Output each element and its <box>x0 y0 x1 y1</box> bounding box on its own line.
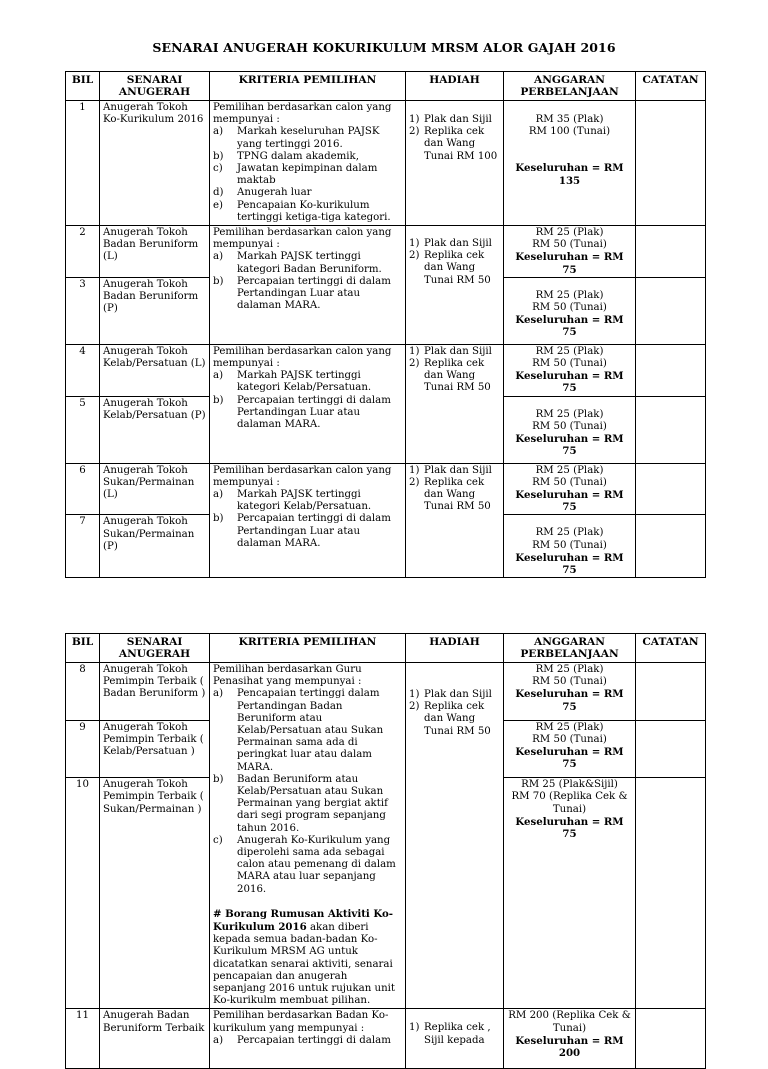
criteria-text: Anugerah luar <box>237 187 312 199</box>
notes-cell <box>636 344 706 396</box>
budget-cell <box>504 396 636 463</box>
budget-tunai: RM 50 (Tunai) <box>532 476 607 488</box>
notes-cell <box>636 663 706 721</box>
notes-cell <box>636 720 706 778</box>
budget-tunai: RM 50 (Tunai) <box>532 733 607 745</box>
prize-cell <box>406 101 504 226</box>
criteria-list <box>213 370 402 431</box>
criteria-intro: Pemilihan berdasarkan calon yang mempunyai : <box>213 102 392 126</box>
criteria-text: Markah PAJSK tertinggi kategori Badan Beruniform. <box>237 251 382 275</box>
criteria-item <box>213 276 402 313</box>
award-name: Anugerah Tokoh Pemimpin Terbaik ( Sukan/Permainan ) <box>100 778 210 1009</box>
header-senarai-anugerah: SENARAI ANUGERAH <box>100 634 210 663</box>
prize-text: Plak dan Sijil <box>424 238 492 250</box>
row-number: 7 <box>66 515 100 578</box>
criteria-marker: c) <box>213 163 223 175</box>
prize-item <box>409 1022 500 1046</box>
criteria-item <box>213 774 402 835</box>
prize-list <box>409 238 500 287</box>
table-row <box>66 463 706 515</box>
prize-cell <box>406 663 504 1009</box>
budget-cell <box>504 778 636 1009</box>
prize-marker: 2) <box>409 250 420 262</box>
budget-total: Keseluruhan = RM 135 <box>515 162 624 187</box>
prize-list <box>409 346 500 395</box>
prize-marker: 2) <box>409 126 420 138</box>
criteria-intro: Pemilihan berdasarkan Guru Penasihat yang mempunyai : <box>213 664 362 688</box>
row-number: 8 <box>66 663 100 721</box>
prize-text: Plak dan Sijil <box>424 114 492 125</box>
notes-cell <box>636 226 706 278</box>
prize-marker: 1) <box>409 238 420 250</box>
header-anggaran-perbelanjaan: ANGGARAN PERBELANJAAN <box>504 72 636 101</box>
criteria-text: Jawatan kepimpinan dalam maktab <box>237 163 378 187</box>
criteria-cell <box>210 344 406 463</box>
criteria-text: Percapaian tertinggi di dalam Pertandingan Luar atau dalaman MARA. <box>237 394 391 431</box>
criteria-cell <box>210 1009 406 1069</box>
prize-marker: 2) <box>409 476 420 488</box>
notes-cell <box>636 1009 706 1069</box>
criteria-text: Pencapaian tertinggi dalam Pertandingan Badan Beruniform atau Kelab/Persatuan atau Sukan Permainan sama ada di peringkat luar atau dalam MARA. <box>237 688 384 773</box>
criteria-marker: e) <box>213 199 224 211</box>
criteria-marker: a) <box>213 370 224 382</box>
criteria-item <box>213 513 402 550</box>
award-table-2 <box>65 633 706 1069</box>
prize-text: Plak dan Sijil <box>424 345 492 357</box>
budget-cell <box>504 344 636 396</box>
criteria-marker: b) <box>213 773 224 785</box>
table-header-row <box>66 72 706 101</box>
borang-text: akan diberi kepada semua badan-badan Ko-Kurikulum MRSM AG untuk dicatatkan senarai aktiviti, senarai pencapaian dan anugerah sepanjang 2016 untuk rujukan unit Ko-kurikulm membuat pilihan. <box>213 922 395 1007</box>
award-name: Anugerah Tokoh Pemimpin Terbaik ( Kelab/Persatuan ) <box>100 720 210 778</box>
budget-plak: RM 25 (Plak) <box>535 464 604 476</box>
criteria-text: TPNG dalam akademik, <box>237 150 359 162</box>
table-row <box>66 344 706 396</box>
row-number: 2 <box>66 226 100 278</box>
criteria-marker: c) <box>213 834 223 846</box>
prize-item <box>409 358 500 395</box>
budget-total: Keseluruhan = RM 75 <box>515 551 624 577</box>
prize-cell <box>406 226 504 345</box>
row-number: 9 <box>66 720 100 778</box>
criteria-intro: Pemilihan berdasarkan calon yang mempunyai : <box>213 464 392 488</box>
criteria-intro: Pemilihan berdasarkan Badan Ko-kurikulum yang mempunyai : <box>213 1010 389 1034</box>
budget-cell <box>504 277 636 344</box>
budget-total: Keseluruhan = RM 75 <box>515 688 624 713</box>
criteria-item <box>213 1035 402 1047</box>
header-catatan: CATATAN <box>636 72 706 101</box>
criteria-text: Pencapaian Ko-kurikulum tertinggi ketiga-tiga kategori. <box>237 199 391 223</box>
budget-plak: RM 25 (Plak) <box>535 289 604 301</box>
header-bil: BIL <box>66 634 100 663</box>
notes-cell <box>636 277 706 344</box>
header-kriteria-pemilihan: KRITERIA PEMILIHAN <box>210 634 406 663</box>
award-name: Anugerah Tokoh Sukan/Permainan (L) <box>100 463 210 515</box>
criteria-list <box>213 251 402 312</box>
notes-cell <box>636 396 706 463</box>
header-hadiah: HADIAH <box>406 634 504 663</box>
award-name: Anugerah Badan Beruniform Terbaik <box>100 1009 210 1069</box>
award-name: Anugerah Tokoh Sukan/Permainan (P) <box>100 515 210 578</box>
notes-cell <box>636 101 706 226</box>
document-title: SENARAI ANUGERAH KOKURIKULUM MRSM ALOR GAJAH 2016 <box>152 40 616 55</box>
header-catatan: CATATAN <box>636 634 706 663</box>
notes-cell <box>636 515 706 578</box>
budget-cell <box>504 663 636 721</box>
criteria-text: Percapaian tertinggi di dalam Pertandingan Luar atau dalaman MARA. <box>237 275 391 312</box>
notes-cell <box>636 463 706 515</box>
table-row <box>66 101 706 226</box>
prize-item <box>409 689 500 701</box>
prize-list <box>409 689 500 738</box>
prize-item <box>409 250 500 287</box>
prize-marker: 1) <box>409 114 420 125</box>
budget-cell <box>504 101 636 226</box>
prize-marker: 1) <box>409 464 420 476</box>
criteria-marker: a) <box>213 126 224 138</box>
criteria-intro: Pemilihan berdasarkan calon yang mempunyai : <box>213 227 392 251</box>
budget-total: Keseluruhan = RM 75 <box>515 489 624 514</box>
criteria-marker: d) <box>213 187 224 199</box>
criteria-item <box>213 126 402 150</box>
award-name: Anugerah Tokoh Badan Beruniform (P) <box>100 277 210 344</box>
prize-marker: 2) <box>409 701 420 713</box>
budget-total: Keseluruhan = RM 75 <box>515 433 624 458</box>
criteria-cell <box>210 226 406 345</box>
prize-text: Replika cek dan Wang Tunai RM 50 <box>424 358 491 394</box>
award-name: Anugerah Tokoh Pemimpin Terbaik ( Badan Beruniform ) <box>100 663 210 721</box>
table-row <box>66 663 706 721</box>
prize-item <box>409 238 500 250</box>
criteria-text: Markah keseluruhan PAJSK yang tertinggi 2016. <box>237 126 380 150</box>
budget-tunai: RM 50 (Tunai) <box>532 239 607 251</box>
budget-tunai: RM 100 (Tunai) <box>528 126 611 138</box>
criteria-cell <box>210 663 406 1009</box>
award-name: Anugerah Tokoh Badan Beruniform (L) <box>100 226 210 278</box>
prize-cell <box>406 463 504 578</box>
prize-list <box>409 1022 500 1046</box>
row-number: 6 <box>66 463 100 515</box>
budget-tunai: RM 70 (Replika Cek & Tunai) <box>511 791 628 815</box>
prize-marker: 1) <box>409 1022 420 1034</box>
criteria-list <box>213 126 402 224</box>
prize-text: Replika cek dan Wang Tunai RM 50 <box>424 701 491 737</box>
prize-item <box>409 465 500 477</box>
award-table-1 <box>65 71 706 578</box>
prize-list <box>409 114 500 163</box>
header-senarai-anugerah: SENARAI ANUGERAH <box>100 72 210 101</box>
budget-plak: RM 25 (Plak&Sijil) <box>521 779 618 791</box>
budget-total: Keseluruhan = RM 75 <box>515 251 624 276</box>
criteria-item <box>213 151 402 163</box>
prize-item <box>409 114 500 126</box>
criteria-marker: b) <box>213 394 224 406</box>
prize-item <box>409 346 500 358</box>
table-header-row <box>66 634 706 663</box>
budget-plak: RM 25 (Plak) <box>535 721 604 733</box>
budget-cek: RM 200 (Replika Cek & Tunai) <box>508 1010 631 1034</box>
budget-cell <box>504 1009 636 1069</box>
budget-tunai: RM 50 (Tunai) <box>532 302 607 314</box>
prize-item <box>409 477 500 514</box>
prize-text: Replika cek dan Wang Tunai RM 100 <box>424 126 498 162</box>
prize-list <box>409 465 500 514</box>
criteria-item <box>213 251 402 275</box>
budget-total: Keseluruhan = RM 200 <box>515 1034 624 1060</box>
criteria-cell <box>210 463 406 578</box>
budget-plak: RM 25 (Plak) <box>535 345 604 357</box>
prize-text: Plak dan Sijil <box>424 689 492 700</box>
budget-cell <box>504 720 636 778</box>
budget-tunai: RM 50 (Tunai) <box>532 676 607 688</box>
budget-tunai: RM 50 (Tunai) <box>532 358 607 370</box>
budget-plak: RM 25 (Plak) <box>535 227 604 239</box>
table-row <box>66 1009 706 1069</box>
criteria-item <box>213 489 402 513</box>
criteria-text: Percapaian tertinggi di dalam Pertandingan Luar atau dalaman MARA. <box>237 513 391 549</box>
criteria-marker: a) <box>213 489 224 501</box>
criteria-text: Percapaian tertinggi di dalam <box>237 1034 391 1046</box>
prize-marker: 1) <box>409 689 420 700</box>
award-name: Anugerah Tokoh Kelab/Persatuan (L) <box>100 344 210 396</box>
budget-plak: RM 25 (Plak) <box>535 408 604 420</box>
criteria-text: Anugerah Ko-Kurikulum yang diperolehi sama ada sebagai calon atau pemenang di dalam MARA atau luar sepanjang 2016. <box>237 834 396 895</box>
criteria-cell <box>210 101 406 226</box>
prize-cell <box>406 1009 504 1069</box>
budget-tunai: RM 50 (Tunai) <box>532 539 607 551</box>
budget-tunai: RM 50 (Tunai) <box>532 420 607 432</box>
criteria-marker: a) <box>213 688 224 700</box>
notes-cell <box>636 778 706 1009</box>
row-number: 5 <box>66 396 100 463</box>
criteria-item <box>213 688 402 773</box>
award-name: Anugerah Tokoh Kelab/Persatuan (P) <box>100 396 210 463</box>
row-number: 11 <box>66 1009 100 1069</box>
row-number: 3 <box>66 277 100 344</box>
budget-total: Keseluruhan = RM 75 <box>515 815 624 840</box>
criteria-marker: a) <box>213 251 224 263</box>
criteria-list <box>213 489 402 550</box>
criteria-item <box>213 395 402 432</box>
criteria-marker: b) <box>213 513 224 525</box>
criteria-text: Markah PAJSK tertinggi kategori Kelab/Persatuan. <box>237 370 372 394</box>
prize-text: Plak dan Sijil <box>424 464 492 476</box>
criteria-text: Markah PAJSK tertinggi kategori Kelab/Persatuan. <box>237 489 372 513</box>
prize-cell <box>406 344 504 463</box>
borang-note <box>213 908 402 1008</box>
prize-marker: 2) <box>409 358 420 370</box>
criteria-item <box>213 835 402 896</box>
prize-text: Replika cek , Sijil kepada <box>424 1022 491 1046</box>
header-kriteria-pemilihan: KRITERIA PEMILIHAN <box>210 72 406 101</box>
criteria-intro: Pemilihan berdasarkan calon yang mempunyai : <box>213 345 392 370</box>
row-number: 10 <box>66 778 100 1009</box>
award-name: Anugerah Tokoh Ko-Kurikulum 2016 <box>100 101 210 226</box>
budget-total: Keseluruhan = RM 75 <box>515 314 624 339</box>
criteria-marker: b) <box>213 150 224 162</box>
prize-text: Replika cek dan Wang Tunai RM 50 <box>424 250 491 286</box>
budget-total: Keseluruhan = RM 75 <box>515 745 624 771</box>
budget-cell <box>504 463 636 515</box>
header-anggaran-perbelanjaan: ANGGARAN PERBELANJAAN <box>504 634 636 663</box>
criteria-item <box>213 370 402 394</box>
criteria-item <box>213 200 402 224</box>
borang-title: # Borang Rumusan Aktiviti Ko-Kurikulum 2016 <box>213 907 393 934</box>
row-number: 1 <box>66 101 100 226</box>
table-row <box>66 226 706 278</box>
budget-plak: RM 25 (Plak) <box>535 527 604 539</box>
budget-total: Keseluruhan = RM 75 <box>515 370 624 395</box>
budget-cell <box>504 515 636 578</box>
row-number: 4 <box>66 344 100 396</box>
prize-marker: 1) <box>409 345 420 357</box>
criteria-list <box>213 688 402 895</box>
budget-plak: RM 35 (Plak) <box>535 114 604 125</box>
budget-cell <box>504 226 636 278</box>
prize-text: Replika cek dan Wang Tunai RM 50 <box>424 476 491 513</box>
criteria-item <box>213 187 402 199</box>
criteria-text: Badan Beruniform atau Kelab/Persatuan atau Sukan Permainan yang bergiat aktif dari segi program sepanjang tahun 2016. <box>237 773 388 834</box>
budget-plak: RM 25 (Plak) <box>535 664 604 675</box>
prize-item <box>409 126 500 163</box>
criteria-marker: b) <box>213 275 224 287</box>
header-hadiah: HADIAH <box>406 72 504 101</box>
prize-item <box>409 701 500 738</box>
criteria-list <box>213 1035 402 1047</box>
criteria-item <box>213 163 402 187</box>
criteria-marker: a) <box>213 1034 224 1046</box>
header-bil: BIL <box>66 72 100 101</box>
